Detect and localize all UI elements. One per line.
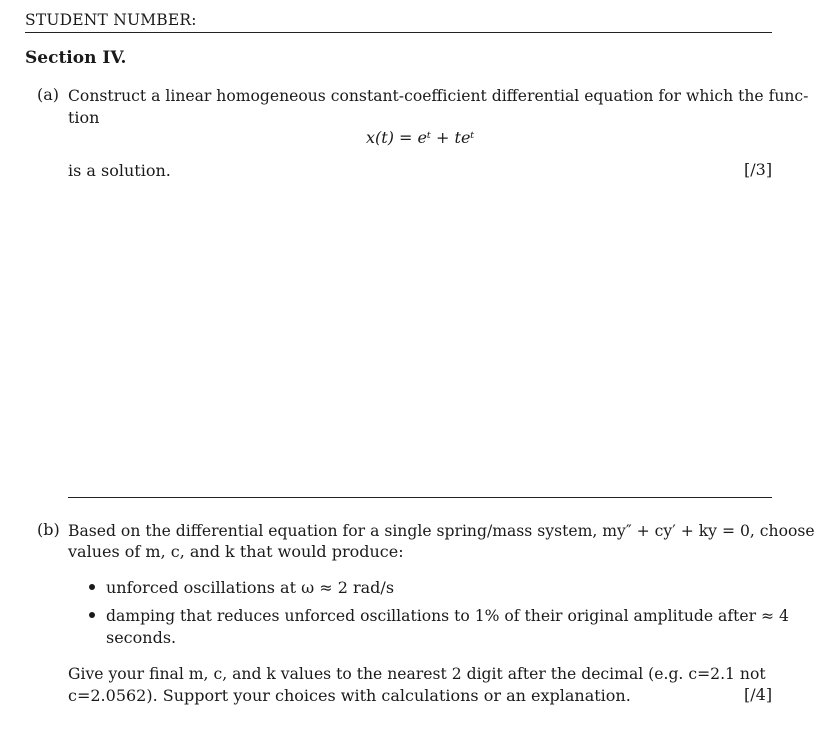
bullet-item-2: damping that reduces unforced oscillations to 1% of their original amplitude after ≈ 4 [106, 607, 789, 625]
part-b-final-line2: c=2.0562). Support your choices with calculations or an explanation. [68, 686, 631, 705]
part-a-label: (a) [37, 85, 60, 104]
header-divider [25, 32, 772, 33]
part-b-marks: [/4] [744, 685, 773, 704]
section-title: Section IV. [25, 48, 127, 68]
part-a-text-line1: Construct a linear homogeneous constant-coefficient differential equation for which the func- [68, 87, 809, 105]
answer-area-divider [68, 497, 772, 498]
bullet-dot-2 [89, 612, 95, 618]
bullet-item-2-continued: seconds. [106, 628, 177, 647]
student-number-label: STUDENT NUMBER: [25, 11, 197, 29]
part-a-marks: [/3] [744, 160, 773, 179]
part-b-label: (b) [37, 520, 60, 539]
part-b-final-line1: Give your final m, c, and k values to the nearest 2 digit after the decimal (e.g. c=2.1 not [68, 665, 766, 683]
part-a-text-line2: tion [68, 108, 100, 127]
bullet-item-1: unforced oscillations at ω ≈ 2 rad/s [106, 578, 395, 597]
part-a-text-after: is a solution. [68, 161, 171, 180]
bullet-dot-1 [89, 584, 95, 590]
part-b-text-line2: values of m, c, and k that would produce: [68, 542, 404, 561]
part-b-text-line1: Based on the differential equation for a single spring/mass system, my″ + cy′ + ky = 0, choose [68, 522, 815, 540]
part-a-equation: x(t) = eᵗ + teᵗ [366, 128, 475, 147]
